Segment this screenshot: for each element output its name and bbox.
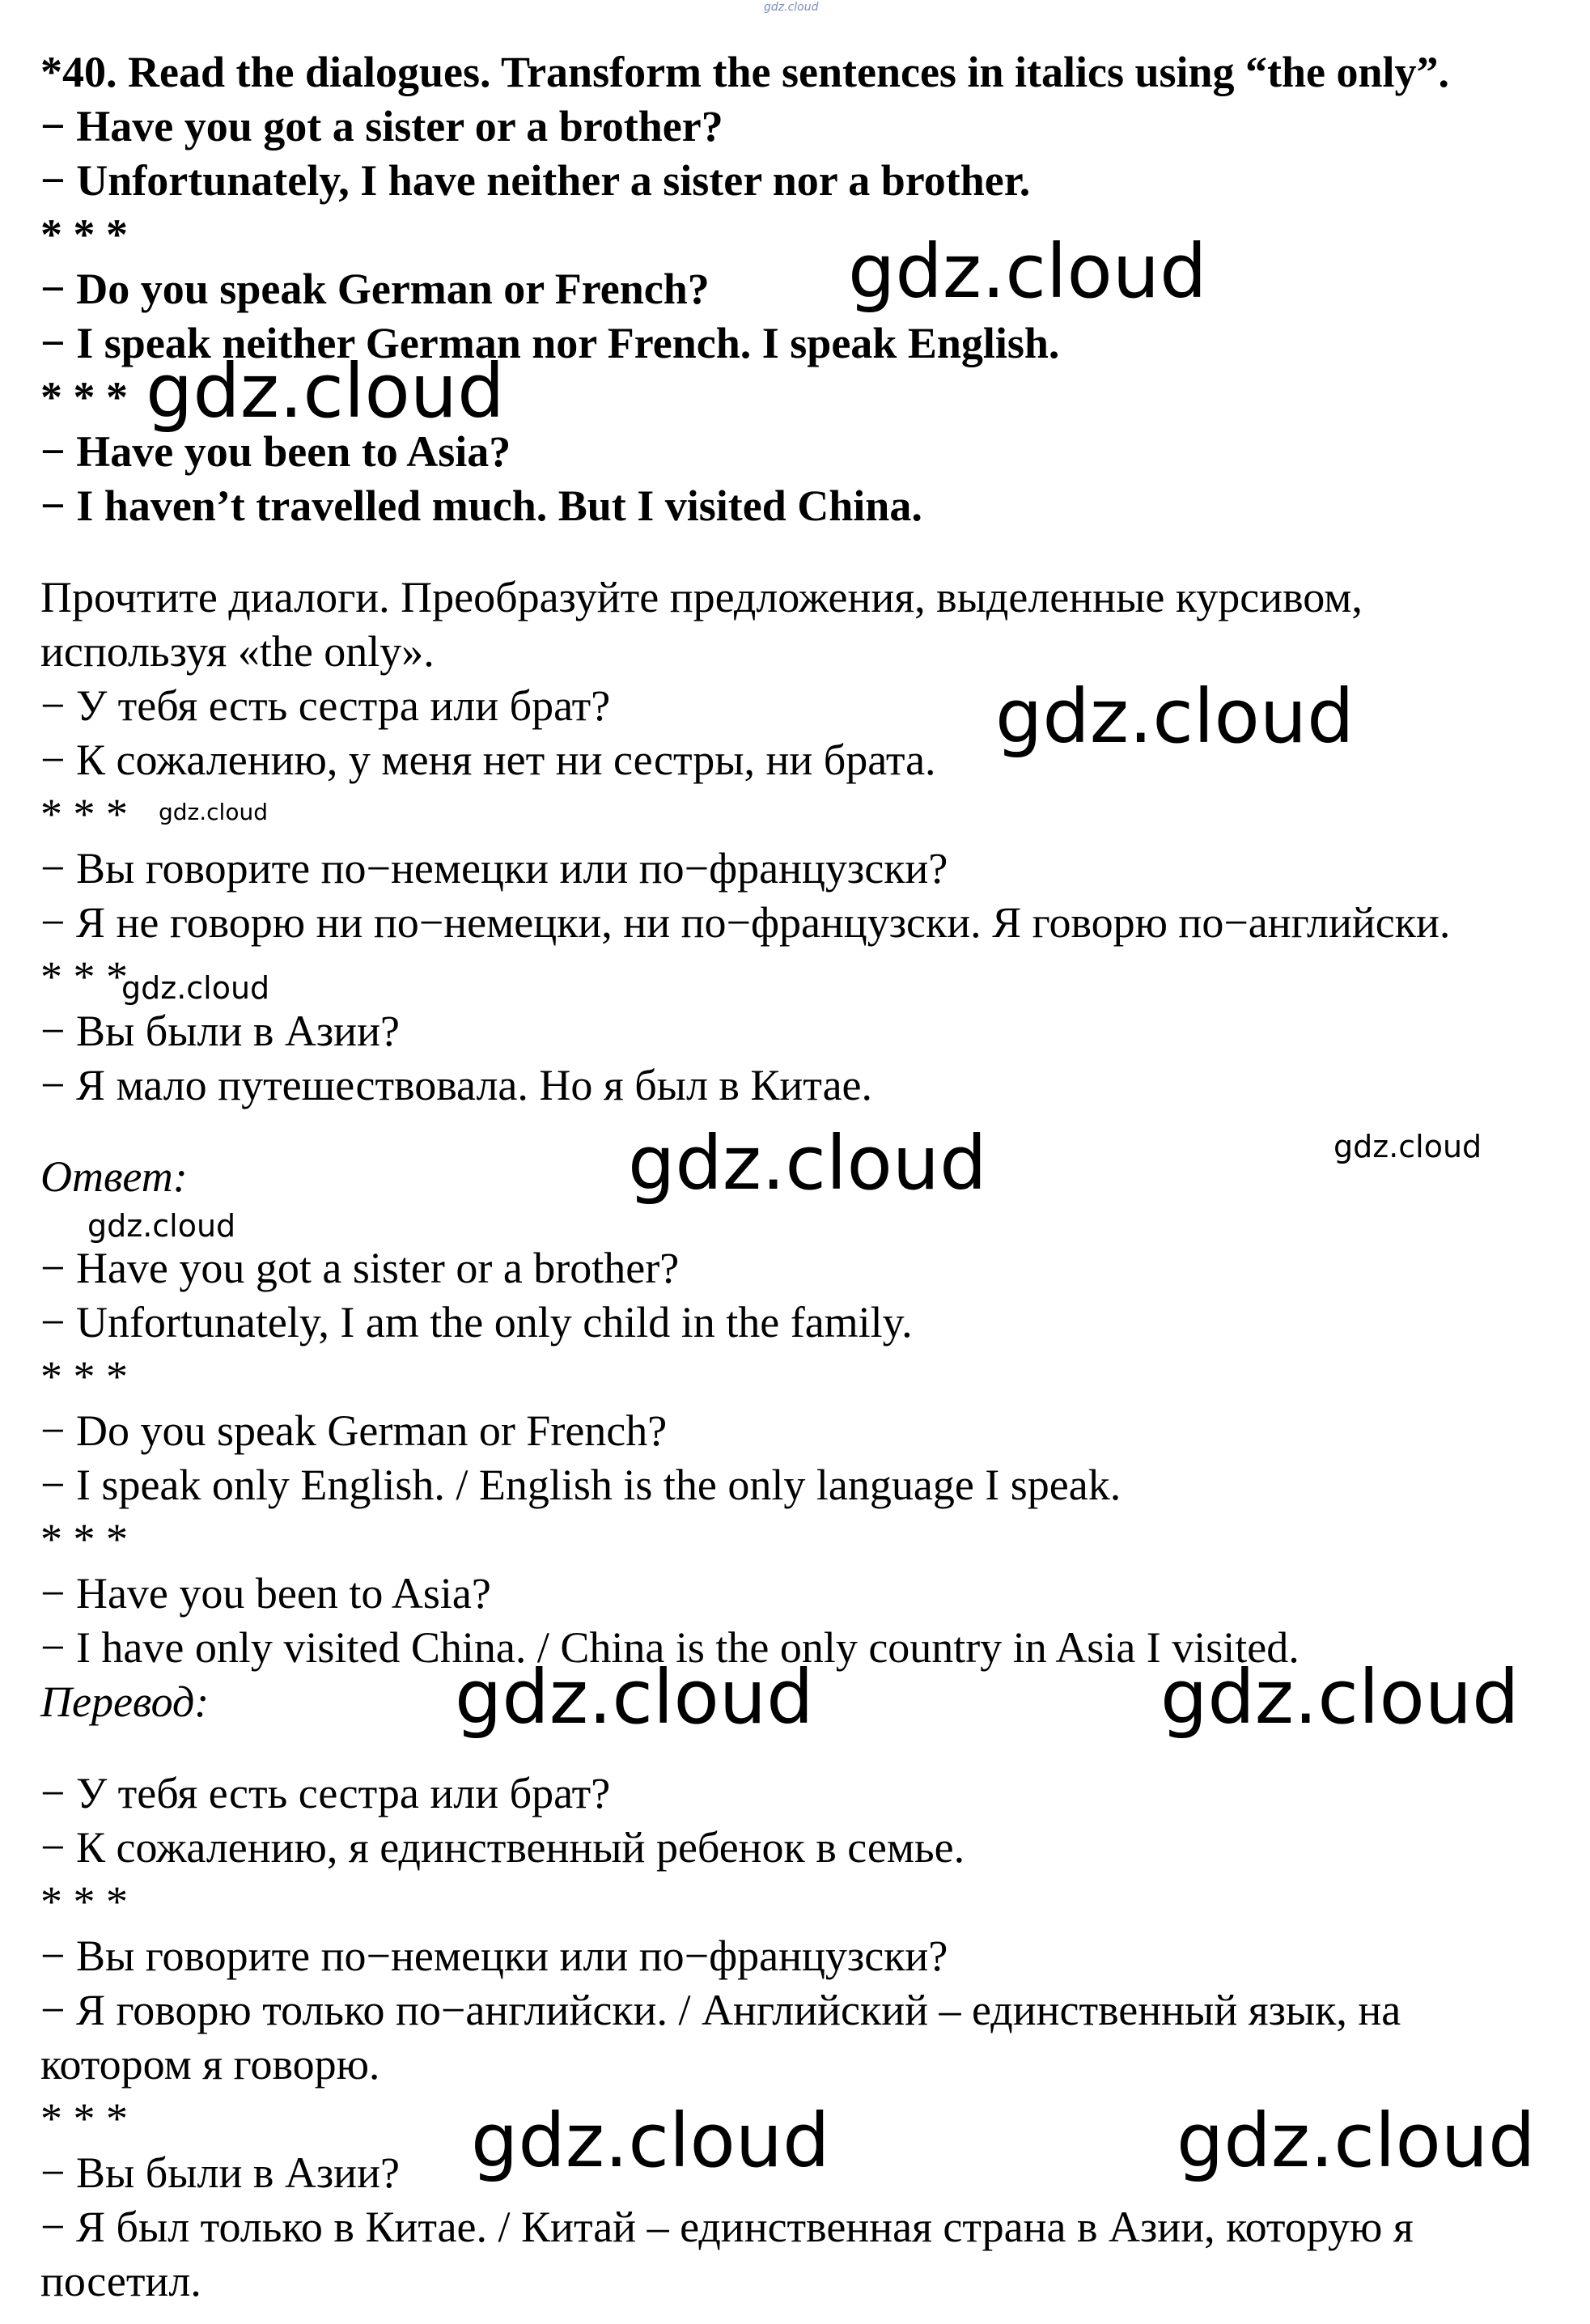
separator: * * *: [40, 1352, 128, 1401]
watermark: gdz.cloud: [848, 228, 1207, 315]
dialogue-line: − Have you been to Asia?: [40, 1569, 491, 1618]
separator: * * *: [40, 2094, 128, 2143]
dialogue-line: − Вы говорите по−немецки или по−французски?: [40, 844, 948, 893]
dialogue-line: − Have you got a sister or a brother?: [40, 1244, 680, 1292]
watermark: gdz.cloud: [1177, 2097, 1536, 2184]
watermark: gdz.cloud: [121, 970, 270, 1006]
dialogue-line: − Я не говорю ни по−немецки, ни по−французски. Я говорю по−английски.: [40, 898, 1451, 947]
section-gap: [40, 1204, 1562, 1244]
dialogue-line: − Вы говорите по−немецки или по−французски?: [40, 1932, 948, 1980]
dialogue-line: − Have you been to Asia?: [40, 427, 511, 476]
dialogue-line: посетил.: [40, 2257, 201, 2305]
dialogue-line: − Вы были в Азии?: [40, 1007, 400, 1055]
dialogue-line: − Do you speak German or French?: [40, 265, 710, 313]
watermark: gdz.cloud: [146, 348, 505, 435]
section-gap: [40, 533, 1562, 570]
dialogue-line: − У тебя есть сестра или брат?: [40, 681, 611, 730]
separator: * * *: [40, 210, 128, 259]
task-title: *40. Read the dialogues. Transform the sentences in italics using “the only”.: [40, 48, 1450, 96]
translation-task-line: используя «the only».: [40, 627, 435, 676]
watermark: gdz.cloud: [1160, 1654, 1520, 1741]
dialogue-line: − Unfortunately, I am the only child in the family.: [40, 1298, 913, 1346]
watermark: gdz.cloud: [159, 799, 268, 825]
dialogue-line: − I speak only English. / English is the only language I speak.: [40, 1461, 1121, 1509]
dialogue-line: − Unfortunately, I have neither a sister nor a brother.: [40, 156, 1031, 205]
dialogue-line: − I speak neither German nor French. I speak English.: [40, 319, 1060, 367]
watermark: gdz.cloud: [628, 1120, 987, 1207]
watermark: gdz.cloud: [764, 1, 819, 14]
watermark: gdz.cloud: [471, 2097, 830, 2184]
dialogue-line: − К сожалению, у меня нет ни сестры, ни брата.: [40, 736, 936, 784]
separator: * * *: [40, 1515, 128, 1563]
dialogue-line: − I haven’t travelled much. But I visited China.: [40, 481, 922, 530]
watermark: gdz.cloud: [1333, 1129, 1482, 1164]
separator: * * *: [40, 790, 128, 838]
translation-label: Перевод:: [40, 1677, 210, 1726]
dialogue-line: − Do you speak German or French?: [40, 1406, 668, 1455]
dialogue-line: − Have you got a sister or a brother?: [40, 102, 723, 151]
dialogue-line: − I have only visited China. / China is the only country in Asia I visited.: [40, 1623, 1300, 1672]
dialogue-line: котором я говорю.: [40, 2040, 380, 2089]
separator: * * *: [40, 373, 128, 422]
dialogue-line: − Вы были в Азии?: [40, 2148, 400, 2197]
watermark: gdz.cloud: [995, 673, 1355, 760]
dialogue-line: − Я был только в Китае. / Китай – единственная страна в Азии, которую я: [40, 2203, 1414, 2251]
answer-label: Ответ:: [40, 1152, 188, 1201]
watermark: gdz.cloud: [455, 1654, 814, 1741]
dialogue-line: − У тебя есть сестра или брат?: [40, 1769, 611, 1817]
watermark: gdz.cloud: [87, 1208, 236, 1244]
separator: * * *: [40, 952, 128, 1001]
translation-task-line: Прочтите диалоги. Преобразуйте предложения, выделенные курсивом,: [40, 573, 1363, 621]
dialogue-line: − Я говорю только по−английски. / Английский – единственный язык, на: [40, 1986, 1401, 2034]
separator: * * *: [40, 1877, 128, 1926]
dialogue-line: − Я мало путешествовала. Но я был в Китае.: [40, 1061, 873, 1109]
dialogue-line: − К сожалению, я единственный ребенок в семье.: [40, 1823, 965, 1872]
